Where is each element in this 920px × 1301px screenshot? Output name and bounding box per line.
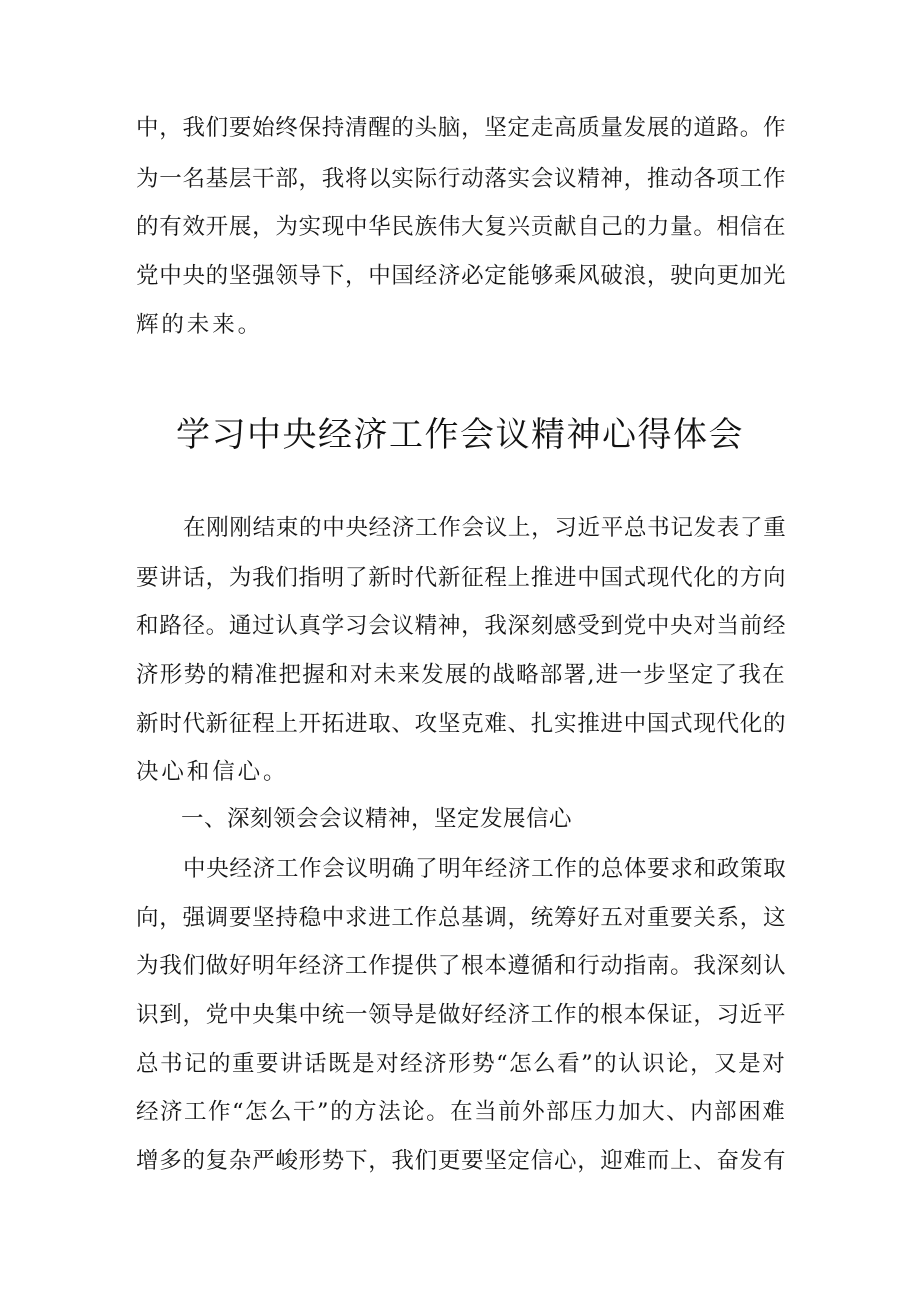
section-paragraph-line: 识到，党中央集中统一领导是做好经济工作的根本保证，习近平 — [136, 1002, 787, 1028]
section-paragraph-line: 经济工作“怎么干”的方法论。在当前外部压力加大、内部困难 — [136, 1099, 787, 1125]
section-heading: 一、深刻领会会议精神，坚定发展信心 — [181, 806, 573, 832]
article-title: 学习中央经济工作会议精神心得体会 — [176, 415, 744, 455]
section-paragraph-line: 增多的复杂严峻形势下，我们更要坚定信心，迎难而上、奋发有 — [136, 1148, 787, 1174]
section-paragraph-line: 为我们做好明年经济工作提供了根本遵循和行动指南。我深刻认 — [136, 953, 787, 979]
intro-paragraph-line: 决心和信心。 — [136, 759, 289, 785]
intro-paragraph-line: 新时代新征程上开拓进取、攻坚克难、扎实推进中国式现代化的 — [136, 711, 787, 737]
intro-paragraph-line: 在刚刚结束的中央经济工作会议上，习近平总书记发表了重 — [183, 515, 787, 541]
intro-paragraph-line: 和路径。通过认真学习会议精神，我深刻感受到党中央对当前经 — [136, 613, 787, 639]
section-paragraph-line: 向，强调要坚持稳中求进工作总基调，统筹好五对重要关系，这 — [136, 905, 787, 931]
section-paragraph-line: 中央经济工作会议明确了明年经济工作的总体要求和政策取 — [183, 856, 787, 882]
intro-paragraph-line: 要讲话，为我们指明了新时代新征程上推进中国式现代化的方向 — [136, 565, 787, 591]
prev-paragraph-line: 中，我们要始终保持清醒的头脑，坚定走高质量发展的道路。作 — [136, 115, 787, 141]
intro-paragraph-line: 济形势的精准把握和对未来发展的战略部署,进一步坚定了我在 — [136, 662, 786, 688]
prev-paragraph-line: 为一名基层干部，我将以实际行动落实会议精神，推动各项工作 — [136, 166, 787, 192]
section-paragraph-line: 总书记的重要讲话既是对经济形势“怎么看”的认识论，又是对 — [136, 1051, 787, 1077]
prev-paragraph-line: 辉的未来。 — [136, 312, 264, 338]
prev-paragraph-line: 党中央的坚强领导下，中国经济必定能够乘风破浪，驶向更加光 — [136, 263, 787, 289]
prev-paragraph-line: 的有效开展，为实现中华民族伟大复兴贡献自己的力量。相信在 — [136, 214, 787, 240]
